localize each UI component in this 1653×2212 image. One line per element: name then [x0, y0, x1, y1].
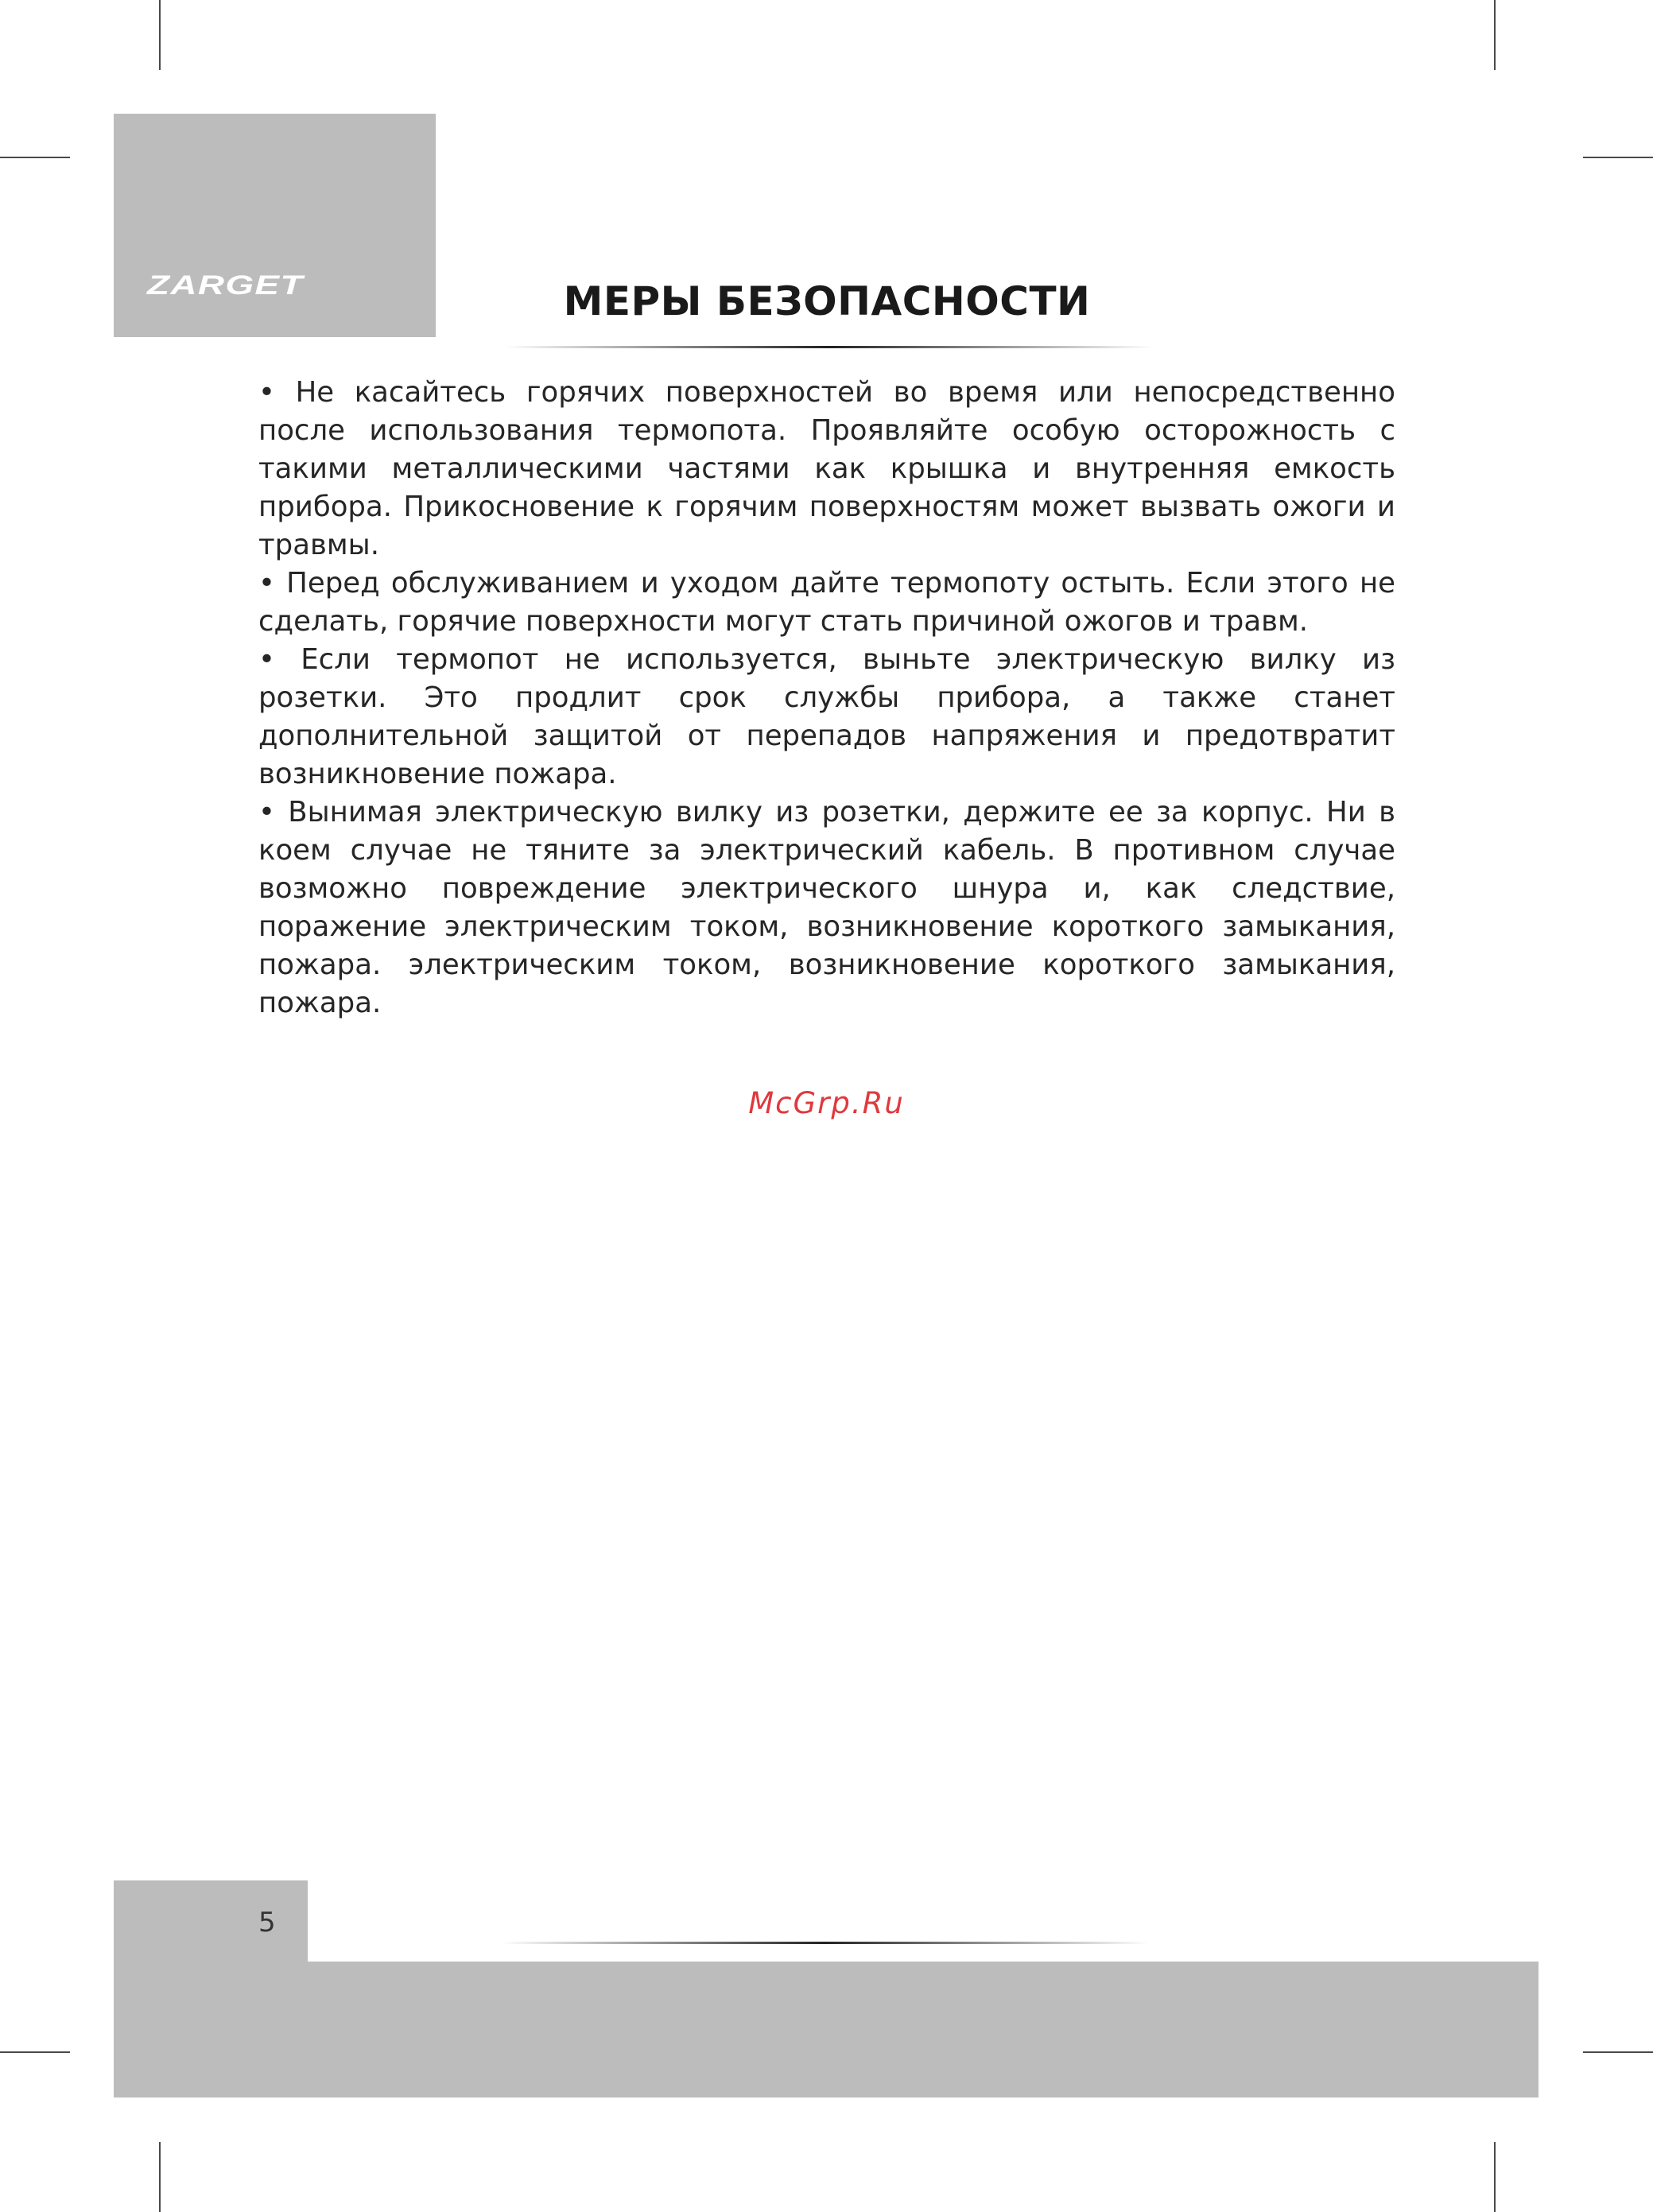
crop-mark	[1583, 157, 1653, 158]
crop-mark	[0, 157, 70, 158]
crop-mark	[1583, 2051, 1653, 2053]
safety-paragraph: • Перед обслуживанием и уходом дайте термопоту остыть. Если этого не сделать, горячие поверхности могут стать причиной ожогов и травм.	[258, 567, 1395, 638]
watermark: McGrp.Ru	[748, 1086, 905, 1120]
page-title: МЕРЫ БЕЗОПАСНОСТИ	[563, 278, 1091, 324]
footer-tab	[114, 1880, 308, 1968]
brand-panel	[114, 114, 436, 337]
crop-mark	[159, 2142, 161, 2212]
safety-text	[258, 374, 1395, 1023]
brand-logo: ZARGET	[147, 270, 304, 301]
crop-mark	[1494, 0, 1496, 70]
crop-mark	[0, 2051, 70, 2053]
title-divider	[505, 346, 1153, 348]
footer-divider	[501, 1942, 1149, 1944]
safety-paragraph: • Вынимая электрическую вилку из розетки, держите ее за корпус. Ни в коем случае не тяните за электрический кабель. В противном случае возможно повреждение электрического шнура и, как следствие, поражение электрическим током, возникновение короткого замыкания, пожара. электрическим током, возникновение короткого замыкания, пожара.	[258, 796, 1395, 1019]
safety-paragraph: • Не касайтесь горячих поверхностей во время или непосредственно после использования термопота. Проявляйте особую осторожность с такими металлическими частями как крышка и внутренняя емкость прибора. Прикосновение к горячим поверхностям может вызвать ожоги и травмы.	[258, 376, 1395, 561]
safety-paragraph: • Если термопот не используется, выньте электрическую вилку из розетки. Это продлит срок службы прибора, а также станет дополнительной защитой от перепадов напряжения и предотвратит возникновение пожара.	[258, 643, 1395, 790]
crop-mark	[159, 0, 161, 70]
page-number: 5	[258, 1907, 276, 1938]
crop-mark	[1494, 2142, 1496, 2212]
footer-bar	[114, 1962, 1539, 2098]
